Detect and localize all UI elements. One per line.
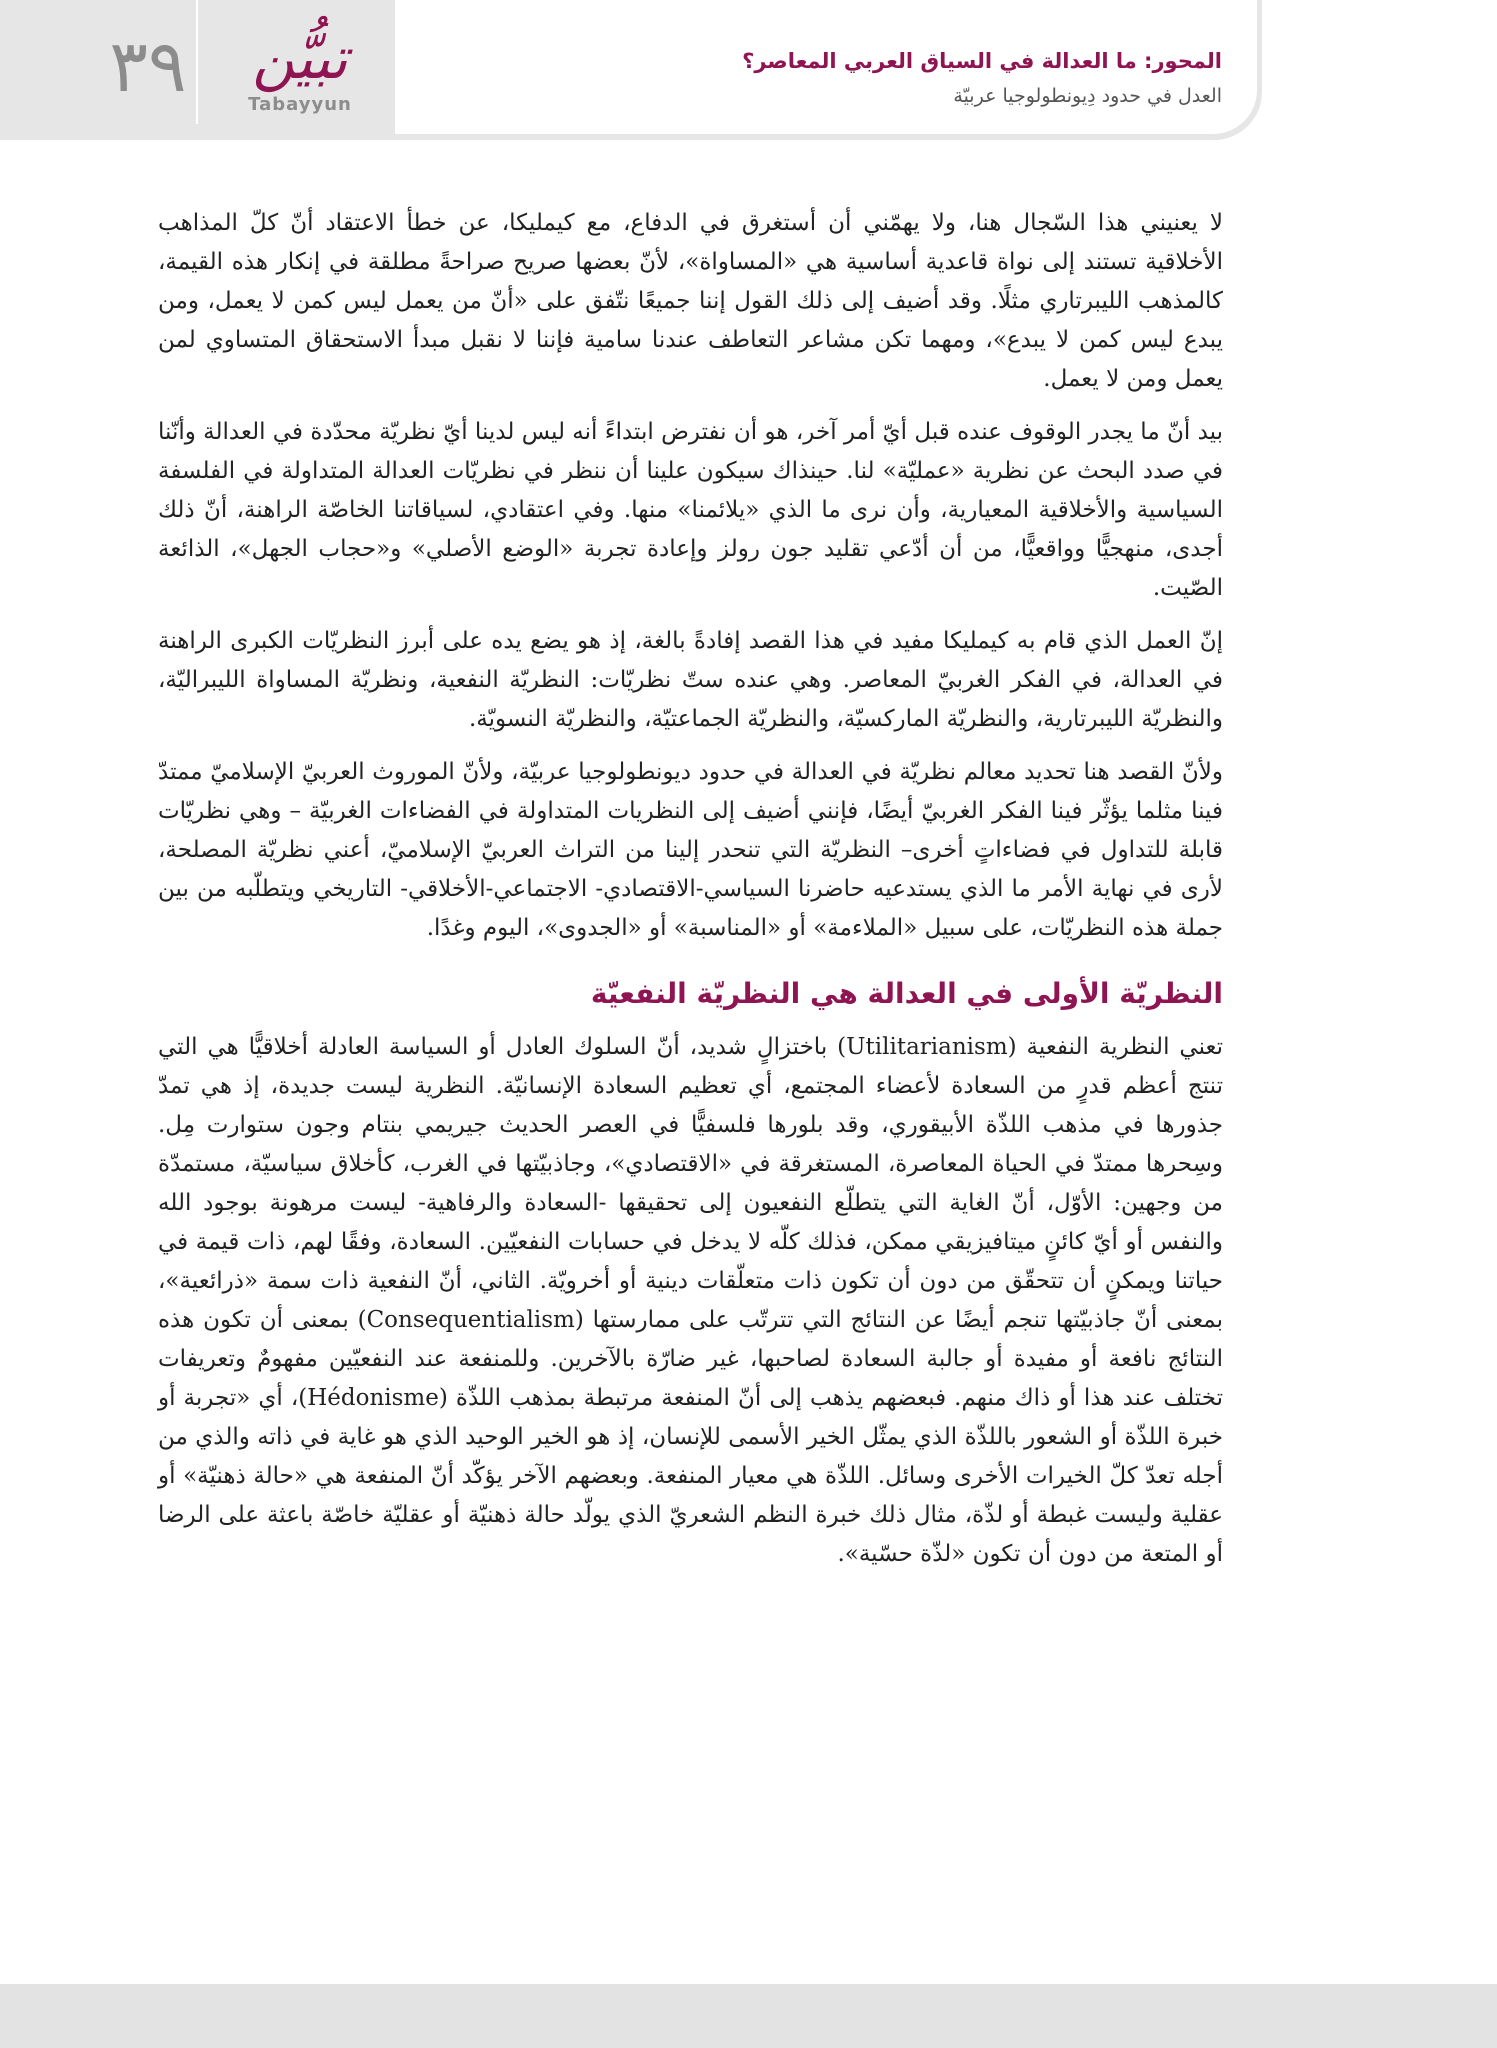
- logo-latin-text: Tabayyun: [248, 94, 352, 115]
- paragraph-2: بيد أنّ ما يجدر الوقوف عنده قبل أيّ أمر آخر، هو أن نفترض ابتداءً أنه ليس لدينا أيّ نظريّة محدّدة في العدالة وأنّنا في صدد البحث عن نظرية «عمليّة» لنا. حينذاك سيكون علينا أن ننظر في نظريّات العدالة المتداولة في الفلسفة السياسية والأخلاقية المعيارية، وأن نرى ما الذي «يلائمنا» منها. وفي اعتقادي، لسياقاتنا الخاصّة الراهنة، أنّ ذلك أجدى، منهجيًّا وواقعيًّا، من أن أدّعي تقليد جون رولز وإعادة تجربة «الوضع الأصلي» و«حجاب الجهل»، الذائعة الصّيت.: [158, 419, 1224, 601]
- article-body: [158, 204, 1223, 1588]
- logo-arabic-text: تبيُّن: [252, 24, 348, 92]
- paragraph-5: تعني النظرية النفعية (Utilitarianism) باختزالٍ شديد، أنّ السلوك العادل أو السياسة العادلة أخلاقيًّا هي التي تنتج أعظم قدرٍ من السعادة لأعضاء المجتمع، أي تعظيم السعادة الإنسانيّة. النظرية ليست جديدة، إذ هي تمدّ جذورها في مذهب اللذّة الأبيقوري، وقد بلورها فلسفيًّا في العصر الحديث جيريمي بنتام وجون ستوارت مِل. وسِحرها ممتدّ في الحياة المعاصرة، المستغرقة في «الاقتصادي»، وجاذبيّتها في الغرب، كأخلاق سياسيّة، مستمدّة من وجهين: الأوّل، أنّ الغاية التي يتطلّع النفعيون إلى تحقيقها -السعادة والرفاهية- ليست مرهونة بوجود الله والنفس أو أيّ كائنٍ ميتافيزيقي ممكن، فذلك كلّه لا يدخل في حسابات النفعيّين. السعادة، وفقًا لهم، ذات قيمة في حياتنا ويمكنٍ أن تتحقّق من دون أن تكون ذات متعلّقات دينية أو أخرويّة. الثاني، أنّ النفعية ذات سمة «ذرائعية»، بمعنى أنّ جاذبيّتها تنجم أيضًا عن النتائج التي تترتّب على ممارستها (Consequentialism) بمعنى أن تكون هذه النتائج نافعة أو مفيدة أو جالبة السعادة لصاحبها، غير ضارّة بالآخرين. وللمنفعة عند النفعيّين مفهومٌ وتعريفات تختلف عند هذا أو ذاك منهم. فبعضهم يذهب إلى أنّ المنفعة مرتبطة بمذهب اللذّة (Hédonisme)، أي «تجربة أو خبرة اللذّة أو الشعور باللذّة الذي يمثّل الخير الأسمى للإنسان، إذ هو الخير الوحيد الذي هو غاية في ذاته والذي من أجله تعدّ كلّ الخيرات الأخرى وسائل. اللذّة هي معيار المنفعة. وبعضهم الآخر يؤكّد أنّ المنفعة هي «حالة ذهنيّة» أو عقلية وليست غبطة أو لذّة، مثال ذلك خبرة النظم الشعريّ الذي يولّد حالة ذهنيّة أو عقليّة خاصّة باعثة على الرضا أو المتعة من دون أن تكون «لذّة حسّية».: [158, 1034, 1224, 1567]
- page-number: ٣٩: [109, 24, 187, 108]
- tabayyun-logo: [210, 16, 390, 128]
- footer-band: [0, 1984, 1497, 2048]
- running-header: [420, 44, 1222, 114]
- section-heading: النظريّة الأولى في العدالة هي النظريّة النفعيّة: [590, 977, 1223, 1010]
- paragraph-4: ولأنّ القصد هنا تحديد معالم نظريّة في العدالة في حدود ديونطولوجيا عربيّة، ولأنّ الموروث العربيّ الإسلاميّ ممتدّ فينا مثلما يؤثّر فينا الفكر الغربيّ أيضًا، فإنني أضيف إلى النظريات المتداولة في الفضاءات الغربيّة – وهي نظريّات قابلة للتداول في فضاءاتٍ أخرى– النظريّة التي تنحدر إلينا من التراث العربيّ الإسلاميّ، أعني نظريّة المصلحة، لأرى في نهاية الأمر ما الذي يستدعيه حاضرنا السياسي-الاقتصادي- الاجتماعي-الأخلاقي- التاريخي ويتطلّبه من بين جملة هذه النظريّات، على سبيل «الملاءمة» أو «المناسبة» أو «الجدوى»، اليوم وغدًا.: [158, 759, 1223, 941]
- section-title: المحور: ما العدالة في السياق العربي المعاصر؟: [742, 49, 1222, 73]
- paragraph-1: لا يعنيني هذا السّجال هنا، ولا يهمّني أن أستغرق في الدفاع، مع كيمليكا، عن خطأ الاعتقاد أنّ كلّ المذاهب الأخلاقية تستند إلى نواة قاعدية أساسية هي «المساواة»، لأنّ بعضها صريح صراحةً مطلقة في إنكار هذه القيمة، كالمذهب الليبرتاري مثلًا. وقد أضيف إلى ذلك القول إننا جميعًا نتّفق على «أنّ من يعمل ليس كمن لا يعمل، ومن يبدع ليس كمن لا يبدع»، ومهما تكن مشاعر التعاطف عندنا سامية فإننا لا نقبل مبدأ الاستحقاق المتساوي لمن يعمل ومن لا يعمل.: [158, 210, 1223, 392]
- paragraph-3: إنّ العمل الذي قام به كيمليكا مفيد في هذا القصد إفادةً بالغة، إذ هو يضع يده على أبرز النظريّات الكبرى الراهنة في العدالة، في الفكر الغربيّ المعاصر. وهي عنده ستّ نظريّات: النظريّة النفعية، ونظريّة المساواة الليبراليّة، والنظريّة الليبرتارية، والنظريّة الماركسيّة، والنظريّة الجماعتيّة، والنظريّة النسويّة.: [158, 628, 1223, 732]
- article-title: العدل في حدود دِيونطولوجيا عربيّة: [953, 85, 1222, 107]
